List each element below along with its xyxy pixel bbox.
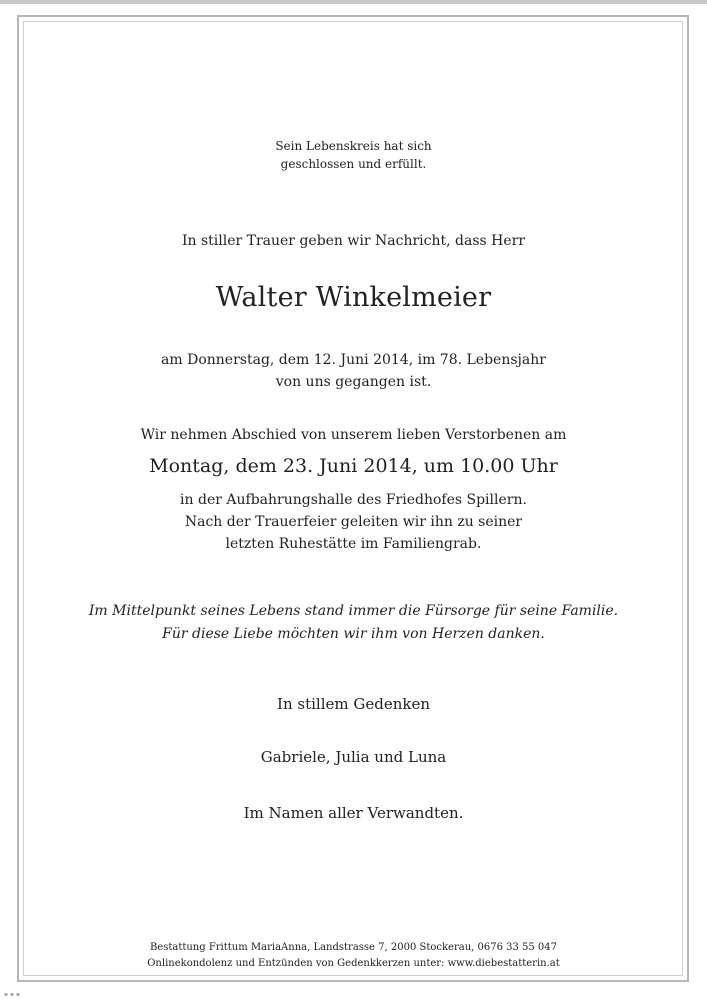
footer-website: Onlinekondolenz und Entzünden von Gedenkkerzen unter: www.diebestatterin.at [147, 958, 560, 969]
location-line-3: letzten Ruhestätte im Familiengrab. [225, 536, 482, 552]
tribute-line-1: Im Mittelpunkt seines Lebens stand immer die Fürsorge für seine Familie. [88, 603, 619, 619]
footer-address: Bestattung Frittum MariaAnna, Landstrasse 7, 2000 Stockerau, 0676 33 55 047 [149, 942, 558, 953]
deceased-name: Walter Winkelmeier [215, 282, 492, 313]
announcement-text: In stiller Trauer geben wir Nachricht, dass Herr [181, 233, 526, 249]
funeral-date: Montag, dem 23. Juni 2014, um 10.00 Uhr [149, 455, 558, 477]
motto-line-1: Sein Lebenskreis hat sich [275, 139, 432, 153]
scan-corner-mark: ▪ ▪ ▪ [4, 991, 21, 998]
mourners-names: Gabriele, Julia und Luna [260, 748, 447, 766]
location-line-2: Nach der Trauerfeier geleiten wir ihn zu seiner [184, 514, 523, 530]
death-line-2: von uns gegangen ist. [275, 374, 432, 390]
remembrance-text: In stillem Gedenken [277, 695, 430, 713]
tribute-line-2: Für diese Liebe möchten wir ihm von Herzen danken. [162, 626, 545, 642]
top-edge-line [0, 0, 707, 4]
death-line-1: am Donnerstag, dem 12. Juni 2014, im 78. Lebensjahr [161, 352, 546, 368]
motto-line-2: geschlossen und erfüllt. [280, 157, 427, 171]
location-line-1: in der Aufbahrungshalle des Friedhofes Spillern. [180, 492, 527, 508]
farewell-intro: Wir nehmen Abschied von unserem lieben Verstorbenen am [140, 427, 567, 443]
relatives-text: Im Namen aller Verwandten. [243, 804, 464, 822]
